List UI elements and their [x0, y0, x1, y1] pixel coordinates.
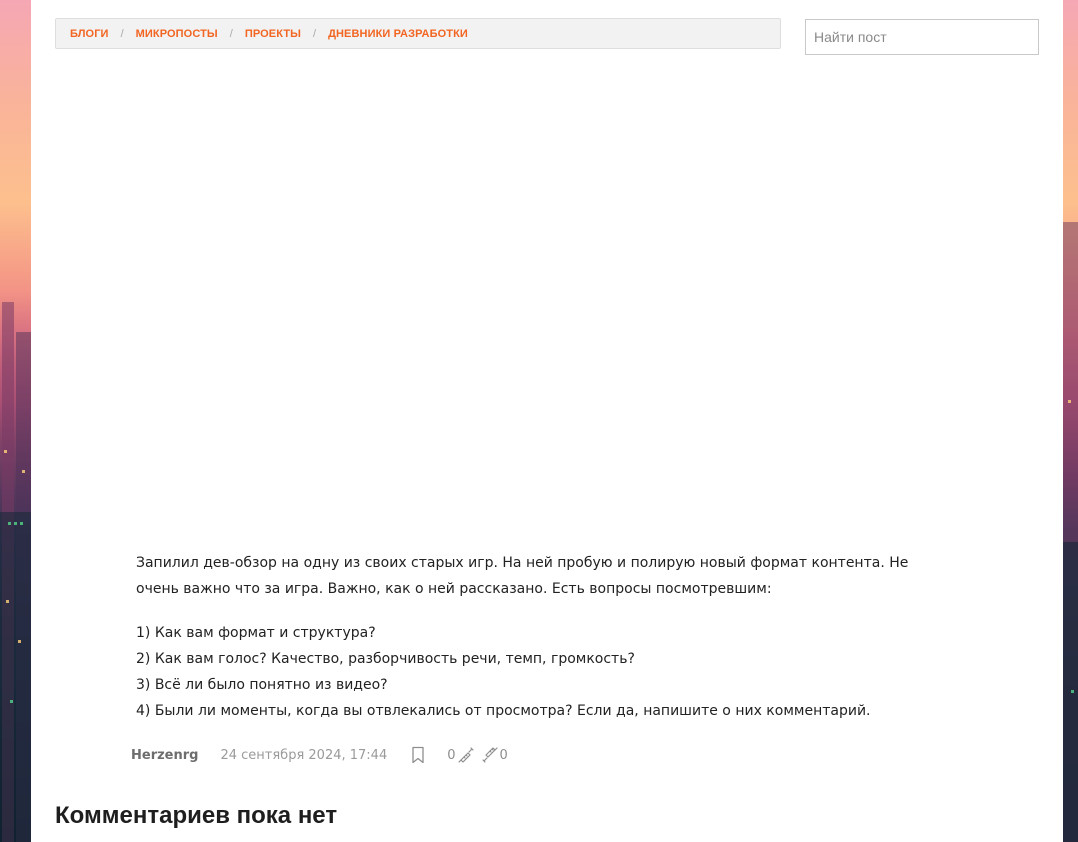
post-question: 2) Как вам голос? Качество, разборчивость речи, темп, громкость?	[136, 651, 635, 667]
post-date: 24 сентября 2024, 17:44	[220, 747, 388, 763]
post-body	[136, 550, 936, 724]
breadcrumb-microposts[interactable]: МИКРОПОСТЫ	[135, 27, 218, 40]
breadcrumb-projects[interactable]: ПРОЕКТЫ	[244, 27, 302, 40]
search-input[interactable]	[805, 19, 1039, 55]
breadcrumb-blogs[interactable]: БЛОГИ	[70, 27, 109, 40]
breadcrumb-separator: /	[120, 27, 124, 40]
background-city-right	[1063, 0, 1078, 842]
post-questions-list	[136, 620, 936, 724]
post-meta	[131, 744, 508, 766]
video-embed-area[interactable]	[136, 70, 936, 530]
post-intro-line: очень важно что за игра. Важно, как о ней рассказано. Есть вопросы посмотревшим:	[136, 581, 772, 597]
upvote-button[interactable]	[447, 746, 474, 764]
upvote-count: 0	[447, 747, 456, 763]
downvote-button[interactable]	[481, 746, 508, 764]
post-question: 3) Всё ли было понятно из видео?	[136, 677, 388, 693]
syringe-down-icon	[481, 746, 499, 764]
syringe-up-icon	[457, 746, 475, 764]
comments-heading: Комментариев пока нет	[55, 802, 338, 829]
post-intro-line: Запилил дев-обзор на одну из своих старых игр. На ней пробую и полирую новый формат контента. Не	[136, 555, 909, 571]
page-content	[31, 0, 1063, 842]
post-question: 1) Как вам формат и структура?	[136, 625, 376, 641]
author-link[interactable]: Herzenrg	[131, 747, 199, 763]
breadcrumb	[55, 18, 781, 49]
downvote-count: 0	[499, 747, 508, 763]
breadcrumb-devlogs[interactable]: ДНЕВНИКИ РАЗРАБОТКИ	[328, 27, 468, 40]
background-city-left	[0, 0, 31, 842]
breadcrumb-separator: /	[229, 27, 233, 40]
breadcrumb-separator: /	[313, 27, 317, 40]
bookmark-icon[interactable]	[411, 746, 425, 764]
post-question: 4) Были ли моменты, когда вы отвлекались от просмотра? Если да, напишите о них комментарий.	[136, 703, 871, 719]
